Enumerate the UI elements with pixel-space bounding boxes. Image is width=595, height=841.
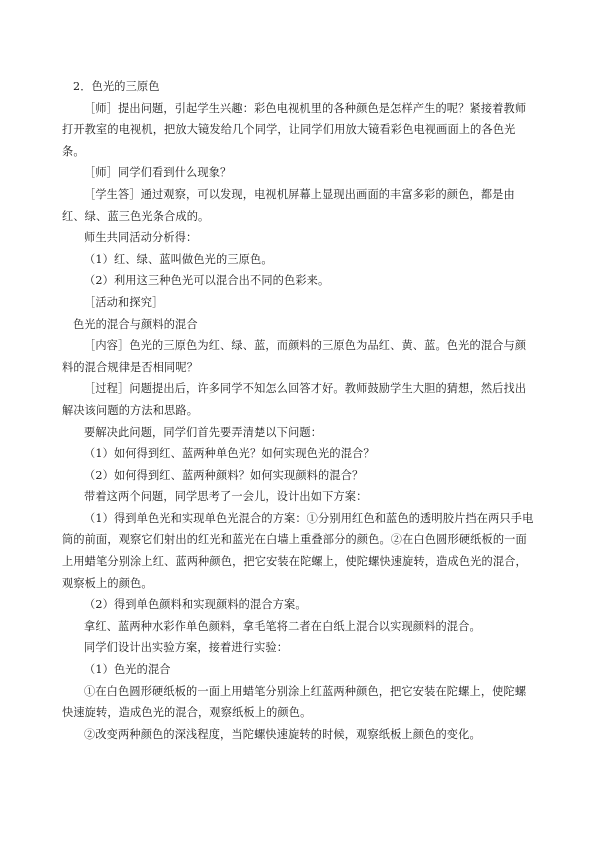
paragraph: ①在白色圆形硬纸板的一面上用蜡笔分别涂上红蓝两种颜色，把它安装在陀螺上，使陀螺快速旋转，造成色光的混合，观察纸板上的颜色。	[62, 684, 527, 720]
paragraph: 同学们设计出实验方案，接着进行实验：	[84, 641, 289, 655]
paragraph: ［师］提出问题，引起学生兴趣：彩色电视机里的各种颜色是怎样产生的呢？紧接着教师打开教室的电视机，把放大镜发给几个同学，让同学们用放大镜看彩色电视画面上的各色光条。	[62, 101, 527, 158]
paragraph: ［师］同学们看到什么现象？	[84, 166, 232, 180]
paragraph: ［过程］问题提出后，许多同学不知怎么回答才好。教师鼓励学生大胆的猜想，然后找出解决该问题的方法和思路。	[62, 382, 527, 417]
paragraph: ［内容］色光的三原色为红、绿、蓝，而颜料的三原色为品红、黄、蓝。色光的混合与颜料的混合规律是否相同呢？	[62, 339, 527, 374]
list-item: （2）如何得到红、蓝两种颜料？如何实现颜料的混合？	[84, 468, 364, 482]
list-item: （1）红、绿、蓝叫做色光的三原色。	[84, 252, 273, 266]
list-item: （1）色光的混合	[84, 663, 171, 677]
subsection-label: ［活动和探究］	[84, 295, 164, 309]
paragraph: （1）得到单色光和实现单色光混合的方案：①分别用红色和蓝色的透明胶片挡在两只手电筒的前面，观察它们射出的红光和蓝光在白墙上重叠部分的颜色。②在白色圆形硬纸板的一面上用蜡笔分别涂上红、蓝两种颜色，把它安装在陀螺上，使陀螺快速旋转，造成色光的混合，观察板上的颜色。	[62, 511, 534, 590]
document-body	[62, 76, 537, 745]
subsection-title: 色光的混合与颜料的混合	[73, 317, 198, 331]
list-item: （2）利用这三种色光可以混合出不同的色彩来。	[84, 274, 330, 288]
paragraph: 要解决此问题，同学们首先要弄清楚以下问题：	[84, 425, 323, 439]
paragraph: 拿红、蓝两种水彩作单色颜料，拿毛笔将二者在白纸上混合以实现颜料的混合。	[84, 619, 481, 633]
paragraph: 师生共同活动分析得：	[84, 231, 198, 245]
list-item: （1）如何得到红、蓝两种单色光？如何实现色光的混合？	[84, 447, 375, 461]
paragraph: （2）得到单色颜料和实现颜料的混合方案。	[84, 598, 307, 612]
paragraph: ②改变两种颜色的深浅程度，当陀螺快速旋转的时候，观察纸板上颜色的变化。	[84, 727, 481, 741]
section-heading: 2．色光的三原色	[73, 80, 160, 93]
paragraph: ［学生答］通过观察，可以发现，电视机屏幕上显现出画面的丰富多彩的颜色，都是由红、绿、蓝三色光条合成的。	[62, 187, 515, 223]
paragraph: 带着这两个问题，同学思考了一会儿，设计出如下方案：	[84, 490, 368, 504]
